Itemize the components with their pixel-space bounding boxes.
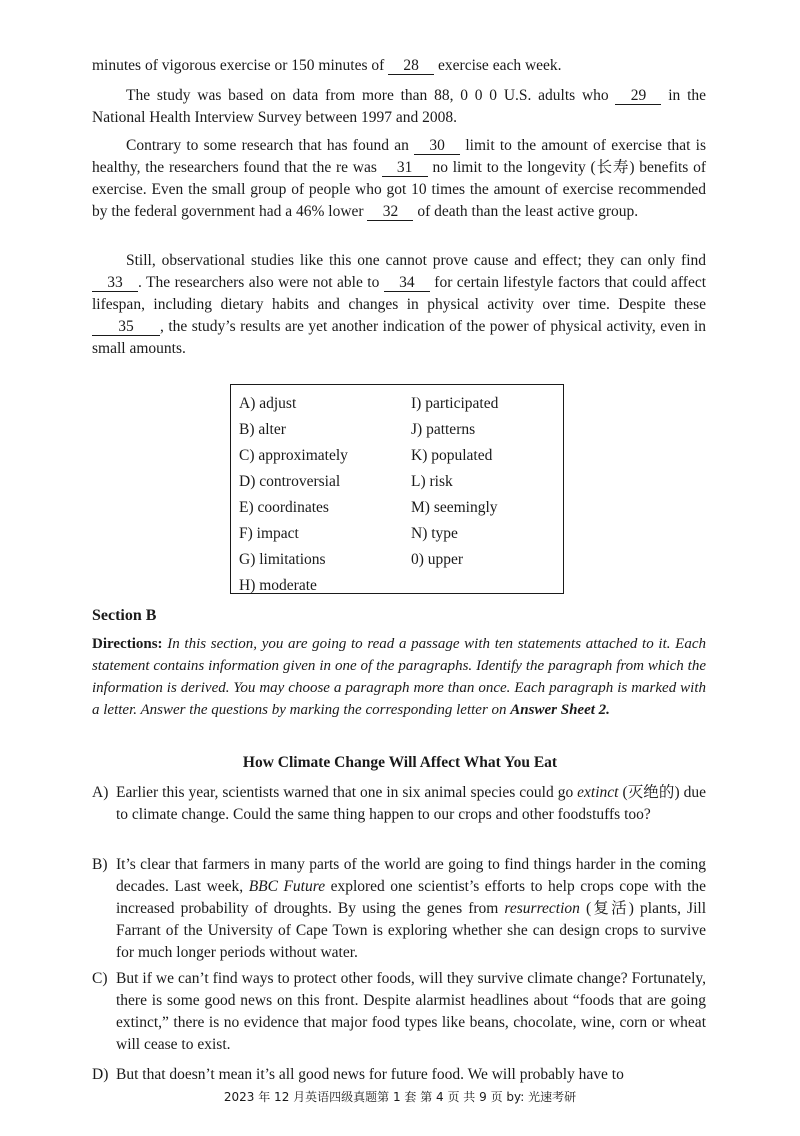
word-option: F) impact <box>239 525 299 542</box>
word-option: 0) upper <box>411 551 464 568</box>
word-option: E) coordinates <box>239 499 329 516</box>
word-option: H) moderate <box>239 577 317 594</box>
blank-28: 28 <box>388 57 434 75</box>
directions-label: Directions: <box>92 636 163 652</box>
blank-33: 33 <box>92 274 138 292</box>
directions: Directions: In this section, you are going to read a passage with ten statements attached to it. Each statement contains information given in one of the paragraphs. Identify the paragraph from which the information is derived. You may choose a paragraph more than once. Each paragraph is marked with a letter. Answer the questions by marking the corresponding letter on Answer Sheet 2. <box>92 636 706 718</box>
blank-31: 31 <box>382 159 428 177</box>
paragraph-4: Still, observational studies like this one cannot prove cause and effect; they can only find 33 . The researchers also were not able to 34 for certain lifestyle factors that could affect lifespan, including dietary habits and changes in physical activity over time. Despite these 35 , the study’s results are yet another indication of the power of physical activity, even in small amounts. <box>92 252 707 357</box>
paragraph-C: C) But if we can’t find ways to protect other foods, will they survive climate change? Fortunately, there is some good news on this front. Despite alarmist headlines about “foods that are going extinct,” there is no evidence that major food types like beans, chocolate, wine, corn or wheat will cease to exist. <box>92 970 706 1053</box>
word-option: K) populated <box>411 447 493 464</box>
blank-30: 30 <box>414 137 460 155</box>
word-option: L) risk <box>411 473 453 490</box>
word-option: M) seemingly <box>411 499 498 516</box>
blank-32: 32 <box>367 203 413 221</box>
paragraph-label: B) <box>92 856 108 873</box>
word-option: B) alter <box>239 421 286 438</box>
word-option: A) adjust <box>239 395 297 412</box>
word-bank-left-column <box>239 391 348 599</box>
paragraph-label: A) <box>92 784 109 801</box>
article-title: How Climate Change Will Affect What You Eat <box>242 754 558 771</box>
word-option: C) approximately <box>239 447 348 464</box>
paragraph-B: B) It’s clear that farmers in many parts of the world are going to find things harder in the coming decades. Last week, BBC Future explored one scientist’s efforts to help crops cope with the increased probability of droughts. By using the genes from resurrection (复活) plants, Jill Farrant of the University of Cape Town is exploring whether she can design crops to survive for much longer periods without water. <box>92 856 707 961</box>
word-option: D) controversial <box>239 473 341 490</box>
paragraph-3: Contrary to some research that has found an 30 limit to the amount of exercise that is healthy, the researchers found that the re was 31 no limit to the longevity (长寿) benefits of exercise. Even the small group of people who got 10 times the amount of exercise recommended by the federal government had a 46% lower 32 of death than the least active group. <box>92 137 707 220</box>
paragraph-1: minutes of vigorous exercise or 150 minutes of 28 exercise each week. <box>92 57 562 74</box>
word-bank-right-column <box>411 391 498 573</box>
paragraph-label: C) <box>92 970 108 987</box>
word-option: G) limitations <box>239 551 326 568</box>
blank-35: 35 <box>92 318 160 336</box>
word-bank <box>230 384 564 594</box>
answer-sheet-ref: Answer Sheet 2. <box>510 702 610 718</box>
section-title: Section B <box>92 607 157 624</box>
paragraph-2: The study was based on data from more than 88, 0 0 0 U.S. adults who 29 in the National Health Interview Survey between 1997 and 2008. <box>92 87 707 126</box>
blank-34: 34 <box>384 274 430 292</box>
blank-29: 29 <box>615 87 661 105</box>
paragraph-D: D) But that doesn’t mean it’s all good news for future food. We will probably have to <box>92 1064 706 1086</box>
page-footer: 2023 年 12 月英语四级真题第 1 套 第 4 页 共 9 页 by: 光速考研 <box>223 1090 577 1104</box>
paragraph-label: D) <box>92 1066 109 1083</box>
word-option: I) participated <box>411 395 499 412</box>
word-option: J) patterns <box>411 421 476 438</box>
paragraph-A: A) Earlier this year, scientists warned that one in six animal species could go extinct (灭绝的) due to climate change. Could the same thing happen to our crops and other foodstuffs too? <box>92 784 706 823</box>
word-option: N) type <box>411 525 458 542</box>
